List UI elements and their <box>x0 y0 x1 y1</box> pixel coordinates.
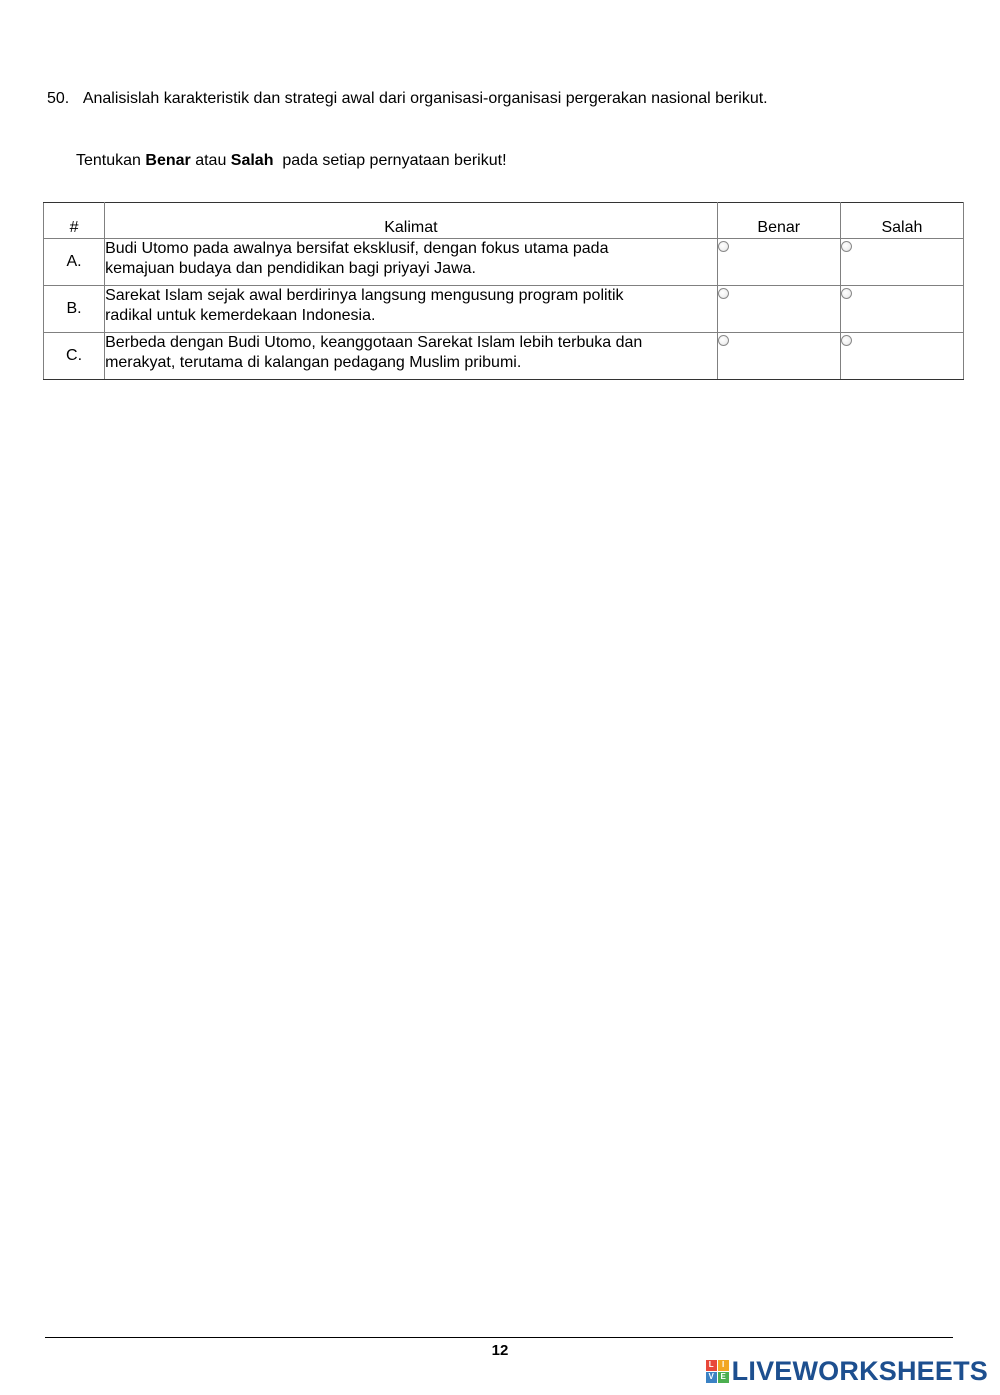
table-row-c <box>44 333 964 380</box>
radio-salah-b[interactable] <box>841 288 852 299</box>
salah-cell <box>840 239 963 286</box>
salah-cell <box>840 286 963 333</box>
question <box>47 89 768 109</box>
instruction-middle: atau <box>190 152 231 169</box>
row-label: A. <box>44 239 105 286</box>
radio-benar-a[interactable] <box>718 241 729 252</box>
page-number: 12 <box>491 1342 509 1359</box>
statement-line: merakyat, terutama di kalangan pedagang Muslim pribumi. <box>105 354 522 371</box>
salah-cell <box>840 333 963 380</box>
instruction-prefix: Tentukan <box>76 152 146 169</box>
statement-text <box>105 239 718 286</box>
statement-text <box>105 286 718 333</box>
statement-line: radikal untuk kemerdekaan Indonesia. <box>105 307 376 324</box>
table-row-a <box>44 239 964 286</box>
row-label: C. <box>44 333 105 380</box>
table-row-b <box>44 286 964 333</box>
brand-wordmark: LIVEWORKSHEETS <box>731 1355 988 1386</box>
instruction <box>76 151 507 171</box>
statement-line: kemajuan budaya dan pendidikan bagi priyayi Jawa. <box>105 260 476 277</box>
logo-letter: V <box>706 1372 717 1383</box>
question-number: 50. <box>47 90 70 107</box>
logo-letter: L <box>706 1360 717 1371</box>
statement-line: Budi Utomo pada awalnya bersifat eksklusif, dengan fokus utama pada <box>105 240 609 257</box>
header-kalimat: Kalimat <box>105 203 718 239</box>
row-label: B. <box>44 286 105 333</box>
logo-letter: E <box>718 1372 729 1383</box>
footer-divider <box>45 1337 953 1338</box>
instruction-salah: Salah <box>230 152 274 169</box>
header-benar: Benar <box>717 203 840 239</box>
liveworksheets-brand <box>706 1356 988 1386</box>
liveworksheets-logo-icon <box>706 1360 729 1383</box>
radio-salah-c[interactable] <box>841 335 852 346</box>
logo-letter: I <box>718 1360 729 1371</box>
header-number: # <box>44 203 105 239</box>
question-text: Analisislah karakteristik dan strategi awal dari organisasi-organisasi pergerakan nasional berikut. <box>82 90 768 107</box>
benar-cell <box>717 286 840 333</box>
statement-line: Sarekat Islam sejak awal berdirinya langsung mengusung program politik <box>105 287 624 304</box>
table-header-row <box>44 203 964 239</box>
header-salah: Salah <box>840 203 963 239</box>
radio-salah-a[interactable] <box>841 241 852 252</box>
radio-benar-c[interactable] <box>718 335 729 346</box>
benar-cell <box>717 239 840 286</box>
instruction-suffix: pada setiap pernyataan berikut! <box>273 152 507 169</box>
statement-text <box>105 333 718 380</box>
true-false-table <box>43 202 964 380</box>
statement-line: Berbeda dengan Budi Utomo, keanggotaan Sarekat Islam lebih terbuka dan <box>105 334 643 351</box>
benar-cell <box>717 333 840 380</box>
radio-benar-b[interactable] <box>718 288 729 299</box>
instruction-benar: Benar <box>145 152 191 169</box>
